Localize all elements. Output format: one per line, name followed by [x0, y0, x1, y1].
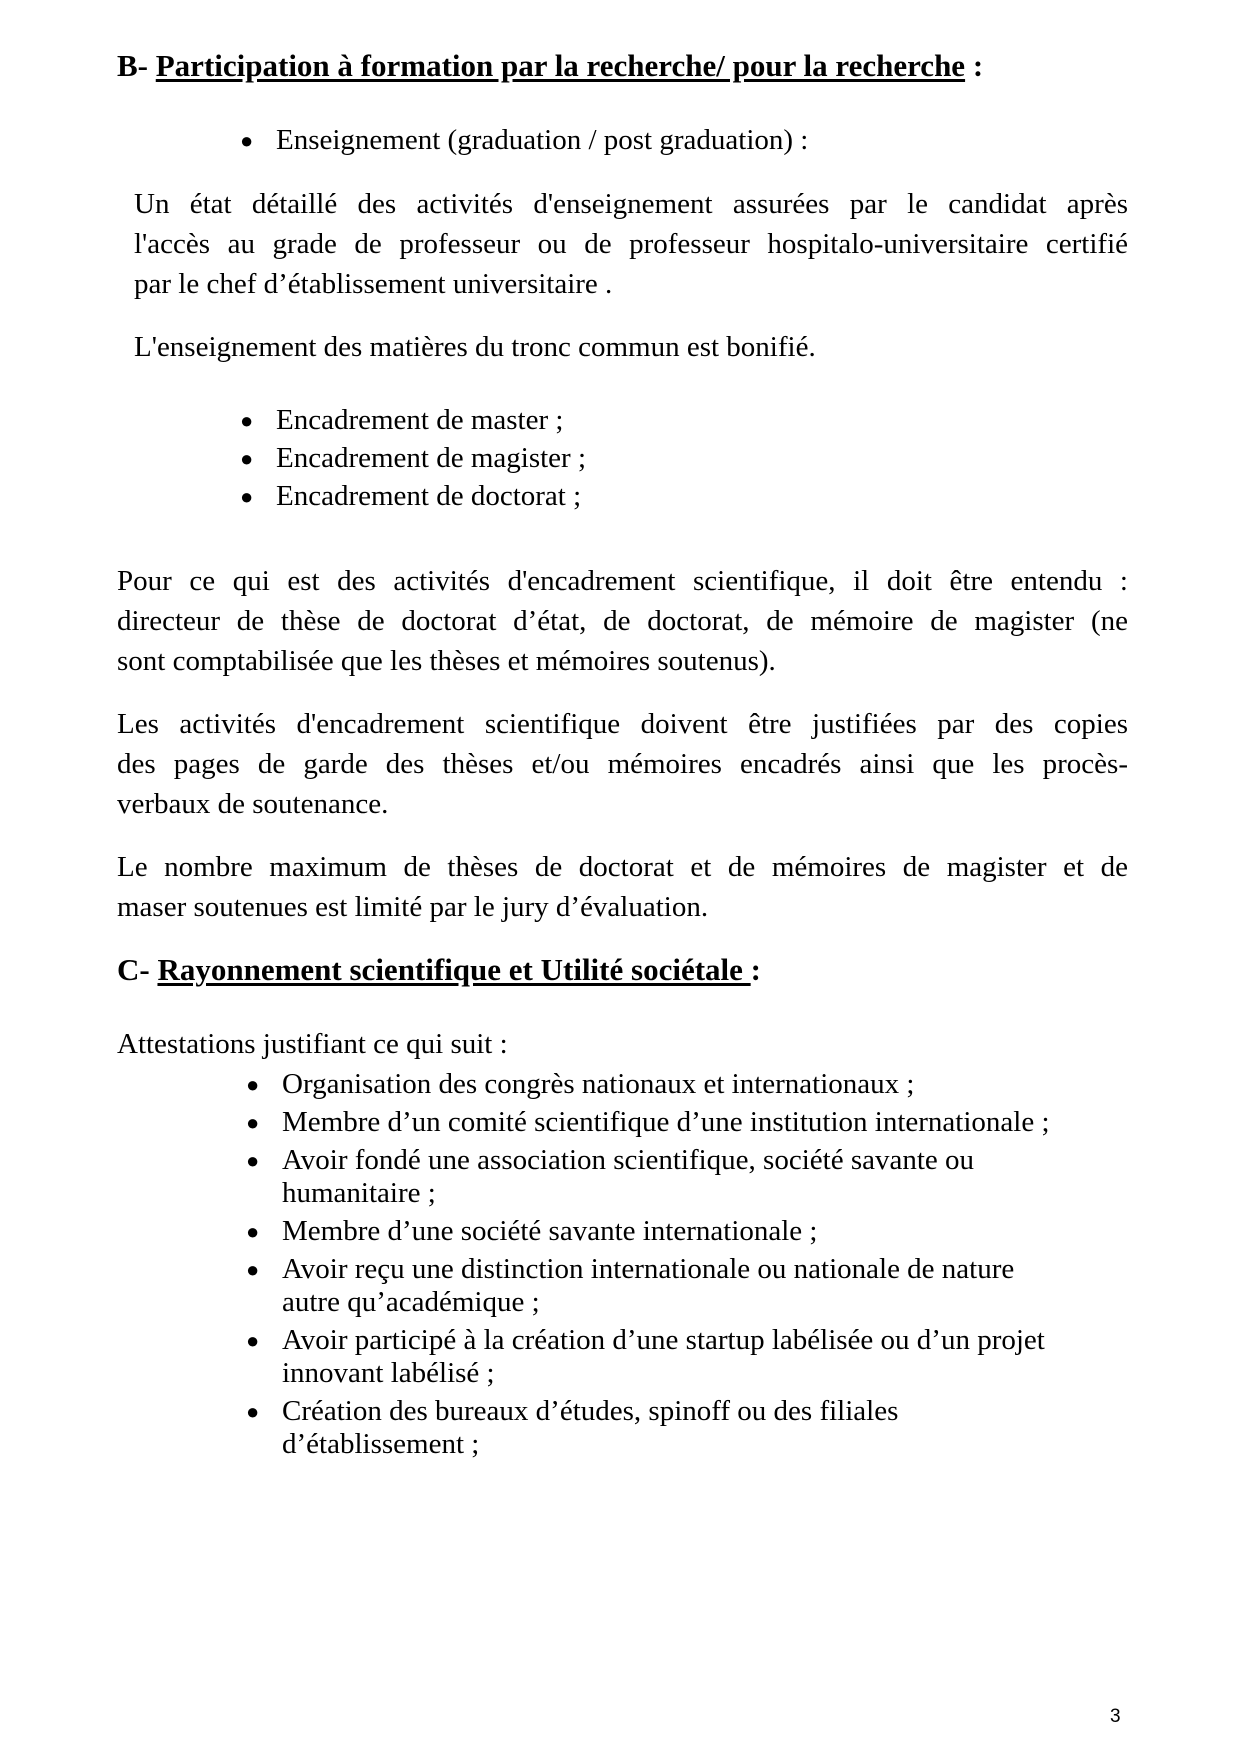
bullet-icon: ●: [246, 1148, 260, 1173]
list-item: [246, 1144, 1142, 1210]
list-item-text: Avoir fondé une association scientifique, société savante ou: [282, 1144, 975, 1176]
list-item-text: Création des bureaux d’études, spinoff ou des filiales: [282, 1395, 899, 1427]
page-number: 3: [1110, 1706, 1121, 1727]
list-item: [246, 1068, 1142, 1101]
list-item: [246, 1253, 1142, 1319]
list-item-text: Encadrement de master ;: [276, 404, 564, 436]
list-item-text-continued: innovant labélisé ;: [282, 1357, 495, 1389]
section-c-heading: [117, 952, 761, 988]
section-c-prefix: C-: [117, 952, 158, 987]
paragraph-line: Un état détaillé des activités d'enseignement assurées par le candidat après: [134, 188, 1128, 220]
section-b-title: Participation à formation par la recherche/ pour la recherche: [155, 48, 966, 83]
common-core-paragraph: L'enseignement des matières du tronc commun est bonifié.: [134, 331, 816, 363]
list-item-text: Avoir participé à la création d’une startup labélisée ou d’un projet: [282, 1324, 1045, 1356]
bullet-icon: ●: [240, 446, 254, 471]
list-item: [240, 124, 809, 157]
list-item: [246, 1106, 1142, 1139]
bullet-icon: ●: [246, 1219, 260, 1244]
paragraph-line: Le nombre maximum de thèses de doctorat et de mémoires de magister et de: [117, 851, 1128, 883]
list-item: [240, 404, 586, 437]
attestations-intro: Attestations justifiant ce qui suit :: [117, 1028, 508, 1060]
list-item-text: Encadrement de magister ;: [276, 442, 587, 474]
paragraph-line: Les activités d'encadrement scientifique doivent être justifiées par des copies: [117, 708, 1128, 740]
section-c-suffix: :: [750, 952, 761, 987]
paragraph-line: directeur de thèse de doctorat d’état, de doctorat, de mémoire de magister (ne: [117, 605, 1128, 637]
section-b-prefix: B-: [117, 48, 156, 83]
teaching-bullet-list: [240, 124, 809, 157]
supervision-bullet-list: [240, 404, 587, 513]
paragraph-line: sont comptabilisée que les thèses et mémoires soutenus).: [117, 645, 776, 677]
bullet-icon: ●: [246, 1072, 260, 1097]
list-item-text: Encadrement de doctorat ;: [276, 480, 582, 512]
bullet-icon: ●: [246, 1328, 260, 1353]
list-item: [246, 1215, 1142, 1248]
bullet-icon: ●: [246, 1257, 260, 1282]
paragraph-line: maser soutenues est limité par le jury d’évaluation.: [117, 891, 709, 923]
paragraph-line: verbaux de soutenance.: [117, 788, 389, 820]
list-item: [240, 480, 586, 513]
section-c-title: Rayonnement scientifique et Utilité sociétale: [157, 952, 751, 987]
list-item: [240, 442, 587, 475]
bullet-icon: ●: [246, 1399, 260, 1424]
attestations-bullet-list: [246, 1068, 1142, 1461]
list-item-text: Membre d’une société savante internationale ;: [282, 1215, 818, 1247]
bullet-icon: ●: [246, 1110, 260, 1135]
teaching-bullet-text: Enseignement (graduation / post graduation) :: [276, 124, 809, 156]
bullet-icon: ●: [240, 128, 254, 153]
list-item-text: Membre d’un comité scientifique d’une institution internationale ;: [282, 1106, 1050, 1138]
list-item: [246, 1324, 1142, 1390]
paragraph-line: des pages de garde des thèses et/ou mémoires encadrés ainsi que les procès-: [117, 748, 1128, 780]
bullet-icon: ●: [240, 408, 254, 433]
bullet-icon: ●: [240, 484, 254, 509]
list-item-text-continued: humanitaire ;: [282, 1177, 436, 1209]
list-item-text: Avoir reçu une distinction internationale ou nationale de nature: [282, 1253, 1015, 1285]
list-item: [246, 1395, 1142, 1461]
paragraph-line: par le chef d’établissement universitaire .: [134, 268, 613, 300]
list-item-text-continued: autre qu’académique ;: [282, 1286, 540, 1318]
section-b-suffix: :: [965, 48, 984, 83]
paragraph-line: Pour ce qui est des activités d'encadrement scientifique, il doit être entendu :: [117, 565, 1128, 597]
list-item-text-continued: d’établissement ;: [282, 1428, 480, 1460]
section-b-heading: [117, 48, 983, 84]
paragraph-line: l'accès au grade de professeur ou de professeur hospitalo-universitaire certifié: [134, 228, 1128, 260]
list-item-text: Organisation des congrès nationaux et internationaux ;: [282, 1068, 915, 1100]
